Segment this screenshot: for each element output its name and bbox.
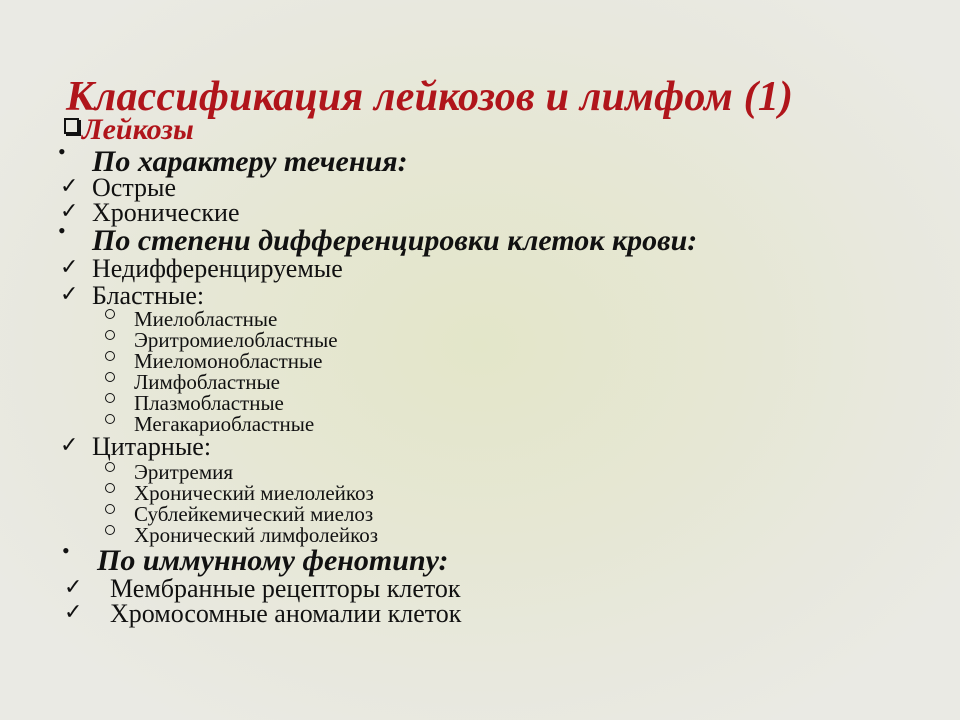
circle-bullet-icon	[105, 351, 115, 361]
item-text: Цитарные:	[92, 432, 212, 461]
sub-item-text: Миелобластные	[134, 307, 278, 331]
item-text: Недифференцируемые	[92, 254, 343, 283]
bullet-dot-icon: •	[62, 538, 70, 563]
checkmark-icon: ✓	[60, 173, 79, 198]
item-text: Хронические	[92, 198, 240, 227]
sub-item-text: Миеломонобластные	[134, 349, 323, 373]
heading-text: По характеру течения:	[92, 145, 408, 178]
sub-item-text: Мегакариобластные	[134, 412, 315, 436]
section-label: Лейкозы	[82, 113, 194, 146]
sub-item-text: Сублейкемический миелоз	[134, 502, 374, 526]
circle-bullet-icon	[105, 372, 115, 382]
heading-text: По иммунному фенотипу:	[97, 544, 449, 577]
sub-item-text: Плазмобластные	[134, 391, 284, 415]
circle-bullet-icon	[105, 525, 115, 535]
checkmark-icon: ✓	[64, 574, 83, 599]
square-bullet-icon	[64, 118, 79, 134]
item-text: Острые	[92, 173, 177, 202]
checkmark-icon: ✓	[60, 281, 79, 306]
circle-bullet-icon	[105, 483, 115, 493]
bullet-dot-icon: •	[58, 218, 66, 243]
item-text: Хромосомные аномалии клеток	[110, 599, 462, 628]
bullet-dot-icon: •	[58, 139, 66, 164]
sub-item-text: Эритромиелобластные	[134, 328, 338, 352]
circle-bullet-icon	[105, 330, 115, 340]
item-text: Мембранные рецепторы клеток	[110, 574, 461, 603]
sub-item-text: Хронический лимфолейкоз	[134, 523, 379, 547]
circle-bullet-icon	[105, 414, 115, 424]
circle-bullet-icon	[105, 504, 115, 514]
checkmark-icon: ✓	[64, 599, 83, 624]
checkmark-icon: ✓	[60, 254, 79, 279]
checkmark-icon: ✓	[60, 198, 79, 223]
sub-item-text: Эритремия	[134, 460, 234, 484]
circle-bullet-icon	[105, 309, 115, 319]
sub-item-text: Хронический миелолейкоз	[134, 481, 374, 505]
heading-text: По степени дифференцировки клеток крови:	[92, 224, 698, 257]
circle-bullet-icon	[105, 393, 115, 403]
item-text: Бластные:	[92, 281, 205, 310]
checkmark-icon: ✓	[60, 432, 79, 457]
sub-item-text: Лимфобластные	[134, 370, 281, 394]
circle-bullet-icon	[105, 462, 115, 472]
slide-title: Классификация лейкозов и лимфом (1)	[66, 74, 794, 120]
